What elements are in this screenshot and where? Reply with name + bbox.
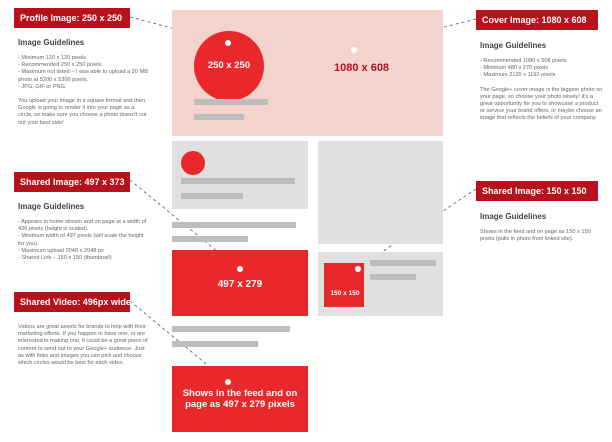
post-card-right — [318, 141, 443, 244]
shared-video-text: Shows in the feed and on page as 497 x 279 pixels — [182, 388, 298, 410]
post-bar — [181, 193, 243, 199]
link-thumbnail-text: 150 x 150 — [330, 290, 360, 297]
cover-dot — [351, 47, 357, 53]
profile-circle-text: 250 x 250 — [207, 60, 251, 71]
post-bar — [181, 178, 295, 184]
cover-guidelines — [480, 58, 604, 123]
profile-guidelines — [18, 55, 150, 127]
shared-video-dot — [225, 379, 231, 385]
link-bar — [370, 260, 436, 266]
profile-item: - Recommended 250 x 250 pixels. — [18, 62, 150, 69]
shared-video-note: Videos are great assets for brands to help with their marketing efforts. If you happen to have one, or are interested in making one, it could be a great piece of content to send out to your Google+ audience. Just as with links and images you can pick and choose which circles would be best for each video. — [18, 324, 148, 367]
shared-image-text: 497 x 279 — [217, 279, 263, 290]
cover-note: The Google+ cover image is the biggest photo on your page, so choose your photo wisely! It's a great opportunity for you to showcase a product or service your brand offers, or maybe choose an image that reflects the beliefs of your company. — [480, 86, 603, 122]
cover-guidelines-heading: Image Guidelines — [480, 41, 547, 50]
profile-guidelines-heading: Image Guidelines — [18, 38, 85, 47]
shared-image-item: - Minimum width of 497 pixels (will scale the height for you). — [18, 233, 150, 247]
cover-item: - Minimum 480 x 270 pixels — [480, 65, 604, 72]
profile-note: You upload your image in a square format and then Google is going to render it into your page as a circle, so make sure you choose a photo doesn't cut out your best side! — [18, 98, 147, 126]
profile-sub-bar — [194, 114, 244, 120]
shared-small-guidelines-heading: Image Guidelines — [480, 212, 547, 221]
shared-image-label: Shared Image: 497 x 373 — [14, 172, 130, 192]
profile-image-label: Profile Image: 250 x 250 — [14, 8, 130, 28]
shared-video-label: Shared Video: 496px wide — [14, 292, 130, 312]
feed-bar — [172, 341, 258, 347]
cover-image-label: Cover Image: 1080 x 608 — [476, 10, 598, 30]
cover-image-text: 1080 x 608 — [334, 62, 390, 74]
cover-item: - Recommended 1080 x 608 pixels — [480, 58, 604, 65]
shared-small-label: Shared Image: 150 x 150 — [476, 181, 598, 201]
feed-bar — [172, 222, 296, 228]
link-bar — [370, 274, 416, 280]
profile-item: - Maximum not listed – I was able to upload a 20 MB photo at 5200 x 5300 pixels. — [18, 69, 150, 83]
shared-image-guidelines-heading: Image Guidelines — [18, 202, 85, 211]
feed-bar — [172, 236, 248, 242]
profile-name-bar — [194, 99, 268, 105]
profile-dot — [225, 40, 231, 46]
shared-image-guidelines — [18, 219, 150, 262]
feed-bar — [172, 326, 290, 332]
cover-item: - Maximum 2120 x 1192 pixels — [480, 72, 604, 79]
link-thumbnail-dot — [355, 266, 361, 272]
shared-image-item: - Shared Link – 150 x 150 (thumbnail) — [18, 255, 150, 262]
shared-image-dot — [237, 266, 243, 272]
shared-image-item: - Appears in home stream and on page at a width of 426 pixels (height is scaled). — [18, 219, 150, 233]
profile-item: - Minimum 120 x 120 pixels. — [18, 55, 150, 62]
profile-item: - JPG, GIF or PNG. — [18, 84, 150, 91]
shared-small-note: Shows in the feed and on page as 150 x 150 pixels (pulls in photo from linked site). — [480, 229, 591, 243]
post-avatar — [181, 151, 205, 175]
shared-image-item: - Maximum upload 2048 x 2048 px — [18, 248, 150, 255]
